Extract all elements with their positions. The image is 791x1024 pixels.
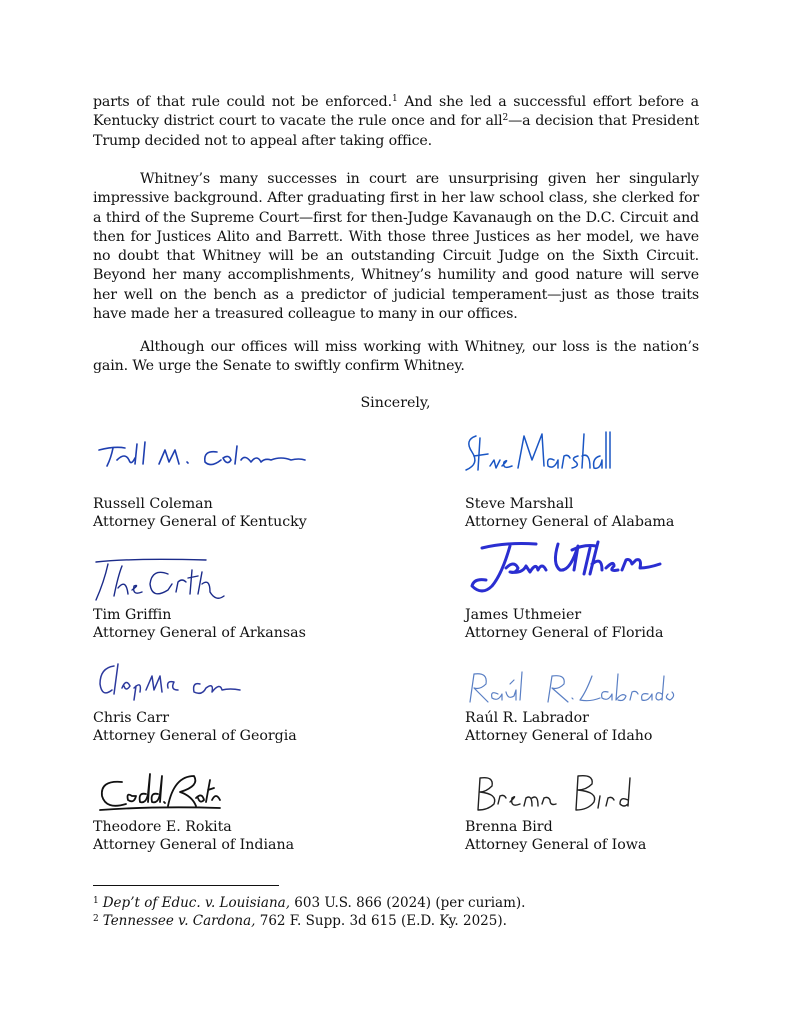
footnote-number: 2 xyxy=(93,914,99,924)
signer-title: Attorney General of Georgia xyxy=(93,728,297,744)
footnote-case-name: Dep’t of Educ. v. Louisiana, xyxy=(102,895,290,911)
signer-block-marshall xyxy=(465,495,674,531)
signer-name: Steve Marshall xyxy=(465,496,574,512)
signer-block-carr xyxy=(93,709,297,745)
signer-name: Theodore E. Rokita xyxy=(93,819,232,835)
signer-title: Attorney General of Iowa xyxy=(465,837,647,853)
signer-name: Tim Griffin xyxy=(93,607,172,623)
footnote-case-name: Tennessee v. Cardona, xyxy=(102,913,256,929)
signature-carr xyxy=(96,660,246,702)
closing-salutation: Sincerely, xyxy=(360,395,431,411)
signer-block-coleman xyxy=(93,495,307,531)
signer-block-labrador xyxy=(465,709,652,745)
p1-text-a: parts of that rule could not be enforced. xyxy=(93,94,392,110)
paragraph-2: Whitney’s many successes in court are unsurprising given her singularly impressive background. After graduating first in her law school class, she clerked for a third of the Supreme Court—first for then-Judge Kavanaugh on the D.C. Circuit and then for Justices Alito and Barrett. With those three Justices as her model, we have no doubt that Whitney will be an outstanding Circuit Judge on the Sixth Circuit. Beyond her many accomplishments, Whitney’s humility and good nature will serve her well on the bench as a predictor of judicial temperament—just as those traits have made her a treasured colleague to many in our offices. xyxy=(93,171,699,323)
signer-block-griffin xyxy=(93,606,306,642)
footnote-number: 1 xyxy=(93,896,99,906)
signer-block-uthmeier xyxy=(465,606,663,642)
paragraph-1 xyxy=(93,93,699,151)
signer-title: Attorney General of Kentucky xyxy=(93,514,307,530)
footnote-1 xyxy=(93,895,525,912)
signature-bird xyxy=(470,770,640,816)
signer-name: Chris Carr xyxy=(93,710,169,726)
p1-text-c: —a decision that President Trump decided not to appeal after taking office. xyxy=(93,113,700,149)
signature-uthmeier xyxy=(466,534,666,600)
signer-block-rokita xyxy=(93,818,294,854)
signer-block-bird xyxy=(465,818,646,854)
p1-text-b: And she led a successful effort before a Kentucky district court to vacate the rule once and for all xyxy=(93,94,699,130)
signer-title: Attorney General of Florida xyxy=(465,625,664,641)
footnote-divider xyxy=(93,885,279,886)
signer-name: Brenna Bird xyxy=(465,819,553,835)
signature-rokita xyxy=(96,766,226,816)
signer-title: Attorney General of Indiana xyxy=(93,837,295,853)
signer-name: Raúl R. Labrador xyxy=(465,710,589,726)
signer-title: Attorney General of Idaho xyxy=(465,728,653,744)
footnote-2 xyxy=(93,913,507,930)
signature-marshall xyxy=(462,426,612,478)
signer-name: Russell Coleman xyxy=(93,496,213,512)
footnote-citation: 603 U.S. 866 (2024) (per curiam). xyxy=(290,895,526,911)
paragraph-3: Although our offices will miss working with Whitney, our loss is the nation’s gain. We urge the Senate to swiftly confirm Whitney. xyxy=(93,339,699,375)
footnote-ref-2: 2 xyxy=(502,113,509,124)
signature-griffin xyxy=(92,556,232,606)
signer-title: Attorney General of Alabama xyxy=(465,514,675,530)
footnote-citation: 762 F. Supp. 3d 615 (E.D. Ky. 2025). xyxy=(255,913,507,929)
footnote-ref-1: 1 xyxy=(391,94,398,104)
signature-labrador xyxy=(462,666,677,708)
signer-title: Attorney General of Arkansas xyxy=(93,625,306,641)
signature-coleman xyxy=(95,436,310,476)
signer-name: James Uthmeier xyxy=(465,607,582,623)
